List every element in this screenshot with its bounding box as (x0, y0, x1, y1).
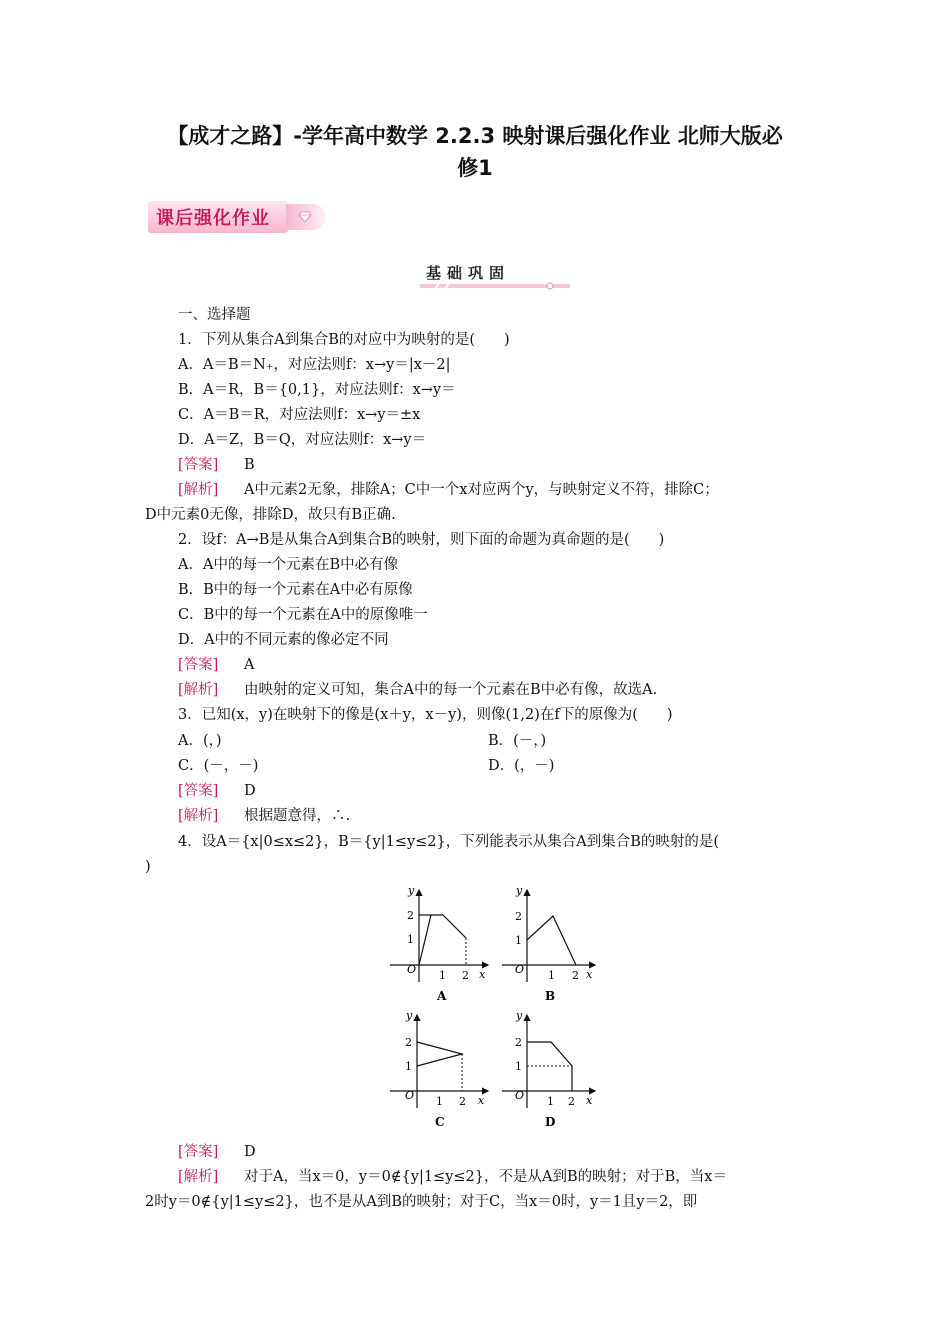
q3-option-d: D．(，－) (488, 758, 555, 774)
q1-analysis-tag: [解析] (178, 482, 219, 498)
q3-option-b: B．(－，) (488, 733, 547, 749)
tick-label: 2 (462, 969, 469, 982)
axis-x-label: x (479, 968, 486, 981)
q1-option-d: D．A＝Z，B＝Q，对应法则f：x→y＝ (178, 432, 427, 448)
q3-stem: 3．已知(x，y)在映射下的像是(x＋y，x－y)，则像(1,2)在f下的原像为( ) (178, 707, 673, 723)
origin-label: O (405, 1089, 415, 1102)
q1-analysis-cont: D中元素0无像，排除D，故只有B正确. (145, 507, 396, 523)
tick-label: 1 (515, 1060, 522, 1073)
origin-label: O (515, 1089, 525, 1102)
axis-y-label: y (516, 1009, 523, 1022)
axis-y-label: y (406, 1009, 413, 1022)
q2-analysis: 由映射的定义可知，集合A中的每一个元素在B中必有像，故选A. (244, 682, 658, 698)
q2-option-d: D．A中的不同元素的像必定不同 (178, 632, 389, 648)
axis-x-label: x (586, 968, 593, 981)
graph-label: A (437, 989, 447, 1003)
q2-option-c: C．B中的每一个元素在A中的原像唯一 (178, 607, 428, 623)
q1-analysis: A中元素2无象，排除A；C中一个x对应两个y，与映射定义不符，排除C； (244, 482, 719, 498)
title-line-1: 【成才之路】-学年高中数学 2.2.3 映射课后强化作业 北师大版必 (167, 124, 783, 148)
q4-answer: D (244, 1144, 256, 1160)
title-line-2: 修1 (457, 156, 493, 180)
graph-a (390, 884, 488, 1003)
tick-label: 2 (568, 1095, 575, 1108)
tick-label: 1 (405, 1060, 412, 1073)
q3-option-c: C．(－，－) (178, 758, 259, 774)
tick-label: 1 (439, 969, 446, 982)
origin-label: O (515, 963, 525, 976)
q2-stem: 2．设f：A→B是从集合A到集合B的映射，则下面的命题为真命题的是( ) (178, 532, 665, 548)
graph-b (502, 884, 595, 1003)
tick-label: 1 (548, 969, 555, 982)
q4-analysis-cont: 2时y＝0∉{y|1≤y≤2}，也不是从A到B的映射；对于C，当x＝0时，y＝1且y＝2，即 (145, 1194, 698, 1210)
q1-option-c: C．A＝B＝R，对应法则f：x→y＝±x (178, 407, 421, 423)
q2-option-b: B．B中的每一个元素在A中必有原像 (178, 582, 413, 598)
q3-answer: D (244, 783, 256, 799)
q2-answer: A (244, 657, 255, 673)
axis-y-label: y (516, 884, 523, 897)
q2-answer-tag: [答案] (178, 657, 219, 673)
q4-graph-options (380, 880, 610, 1140)
axis-y-label: y (408, 884, 415, 897)
q1-stem: 1．下列从集合A到集合B的对应中为映射的是( ) (178, 332, 510, 348)
document-title (100, 120, 850, 184)
q2-analysis-tag: [解析] (178, 682, 219, 698)
q3-option-a: A．(，) (178, 733, 222, 749)
origin-label: O (407, 963, 417, 976)
graph-label: C (435, 1115, 445, 1129)
q1-answer: B (244, 457, 255, 473)
q1-answer-tag: [答案] (178, 457, 219, 473)
tick-label: 1 (547, 1095, 554, 1108)
section-choice-label: 一、选择题 (178, 307, 251, 323)
graph-label: B (545, 989, 556, 1003)
tick-label: 2 (572, 969, 579, 982)
q2-option-a: A．A中的每一个元素在B中必有像 (178, 557, 399, 573)
section-label: 基础巩固 (426, 264, 511, 282)
q4-analysis: 对于A，当x＝0，y＝0∉{y|1≤y≤2}，不是从A到B的映射；对于B，当x＝ (244, 1169, 727, 1185)
section-underline-decoration (420, 282, 570, 290)
tick-label: 1 (515, 934, 522, 947)
tick-label: 2 (407, 909, 414, 922)
banner-label: 课后强化作业 (156, 208, 270, 229)
tick-label: 2 (515, 1036, 522, 1049)
tick-label: 2 (459, 1095, 466, 1108)
q3-answer-tag: [答案] (178, 783, 219, 799)
homework-banner (148, 201, 328, 233)
q3-analysis: 根据题意得，∴. (244, 808, 351, 824)
tick-label: 1 (436, 1095, 443, 1108)
q1-option-b: B．A＝R，B＝{0,1}，对应法则f：x→y＝ (178, 382, 456, 398)
q4-stem: 4．设A＝{x|0≤x≤2}，B＝{y|1≤y≤2}，下列能表示从集合A到集合B的映射的是( (178, 834, 720, 850)
q1-option-a: A．A＝B＝N₊，对应法则f：x→y＝|x－2| (178, 357, 451, 373)
tick-label: 2 (405, 1036, 412, 1049)
axis-x-label: x (586, 1094, 593, 1107)
tick-label: 1 (407, 933, 414, 946)
q4-stem-cont: ) (145, 859, 151, 875)
q4-analysis-tag: [解析] (178, 1169, 219, 1185)
graph-c (390, 1009, 488, 1129)
graph-d (502, 1009, 595, 1129)
gem-icon (298, 210, 312, 224)
tick-label: 2 (515, 910, 522, 923)
graph-label: D (545, 1115, 556, 1129)
q3-analysis-tag: [解析] (178, 808, 219, 824)
axis-x-label: x (478, 1094, 485, 1107)
section-heading (420, 262, 570, 290)
q4-answer-tag: [答案] (178, 1144, 219, 1160)
